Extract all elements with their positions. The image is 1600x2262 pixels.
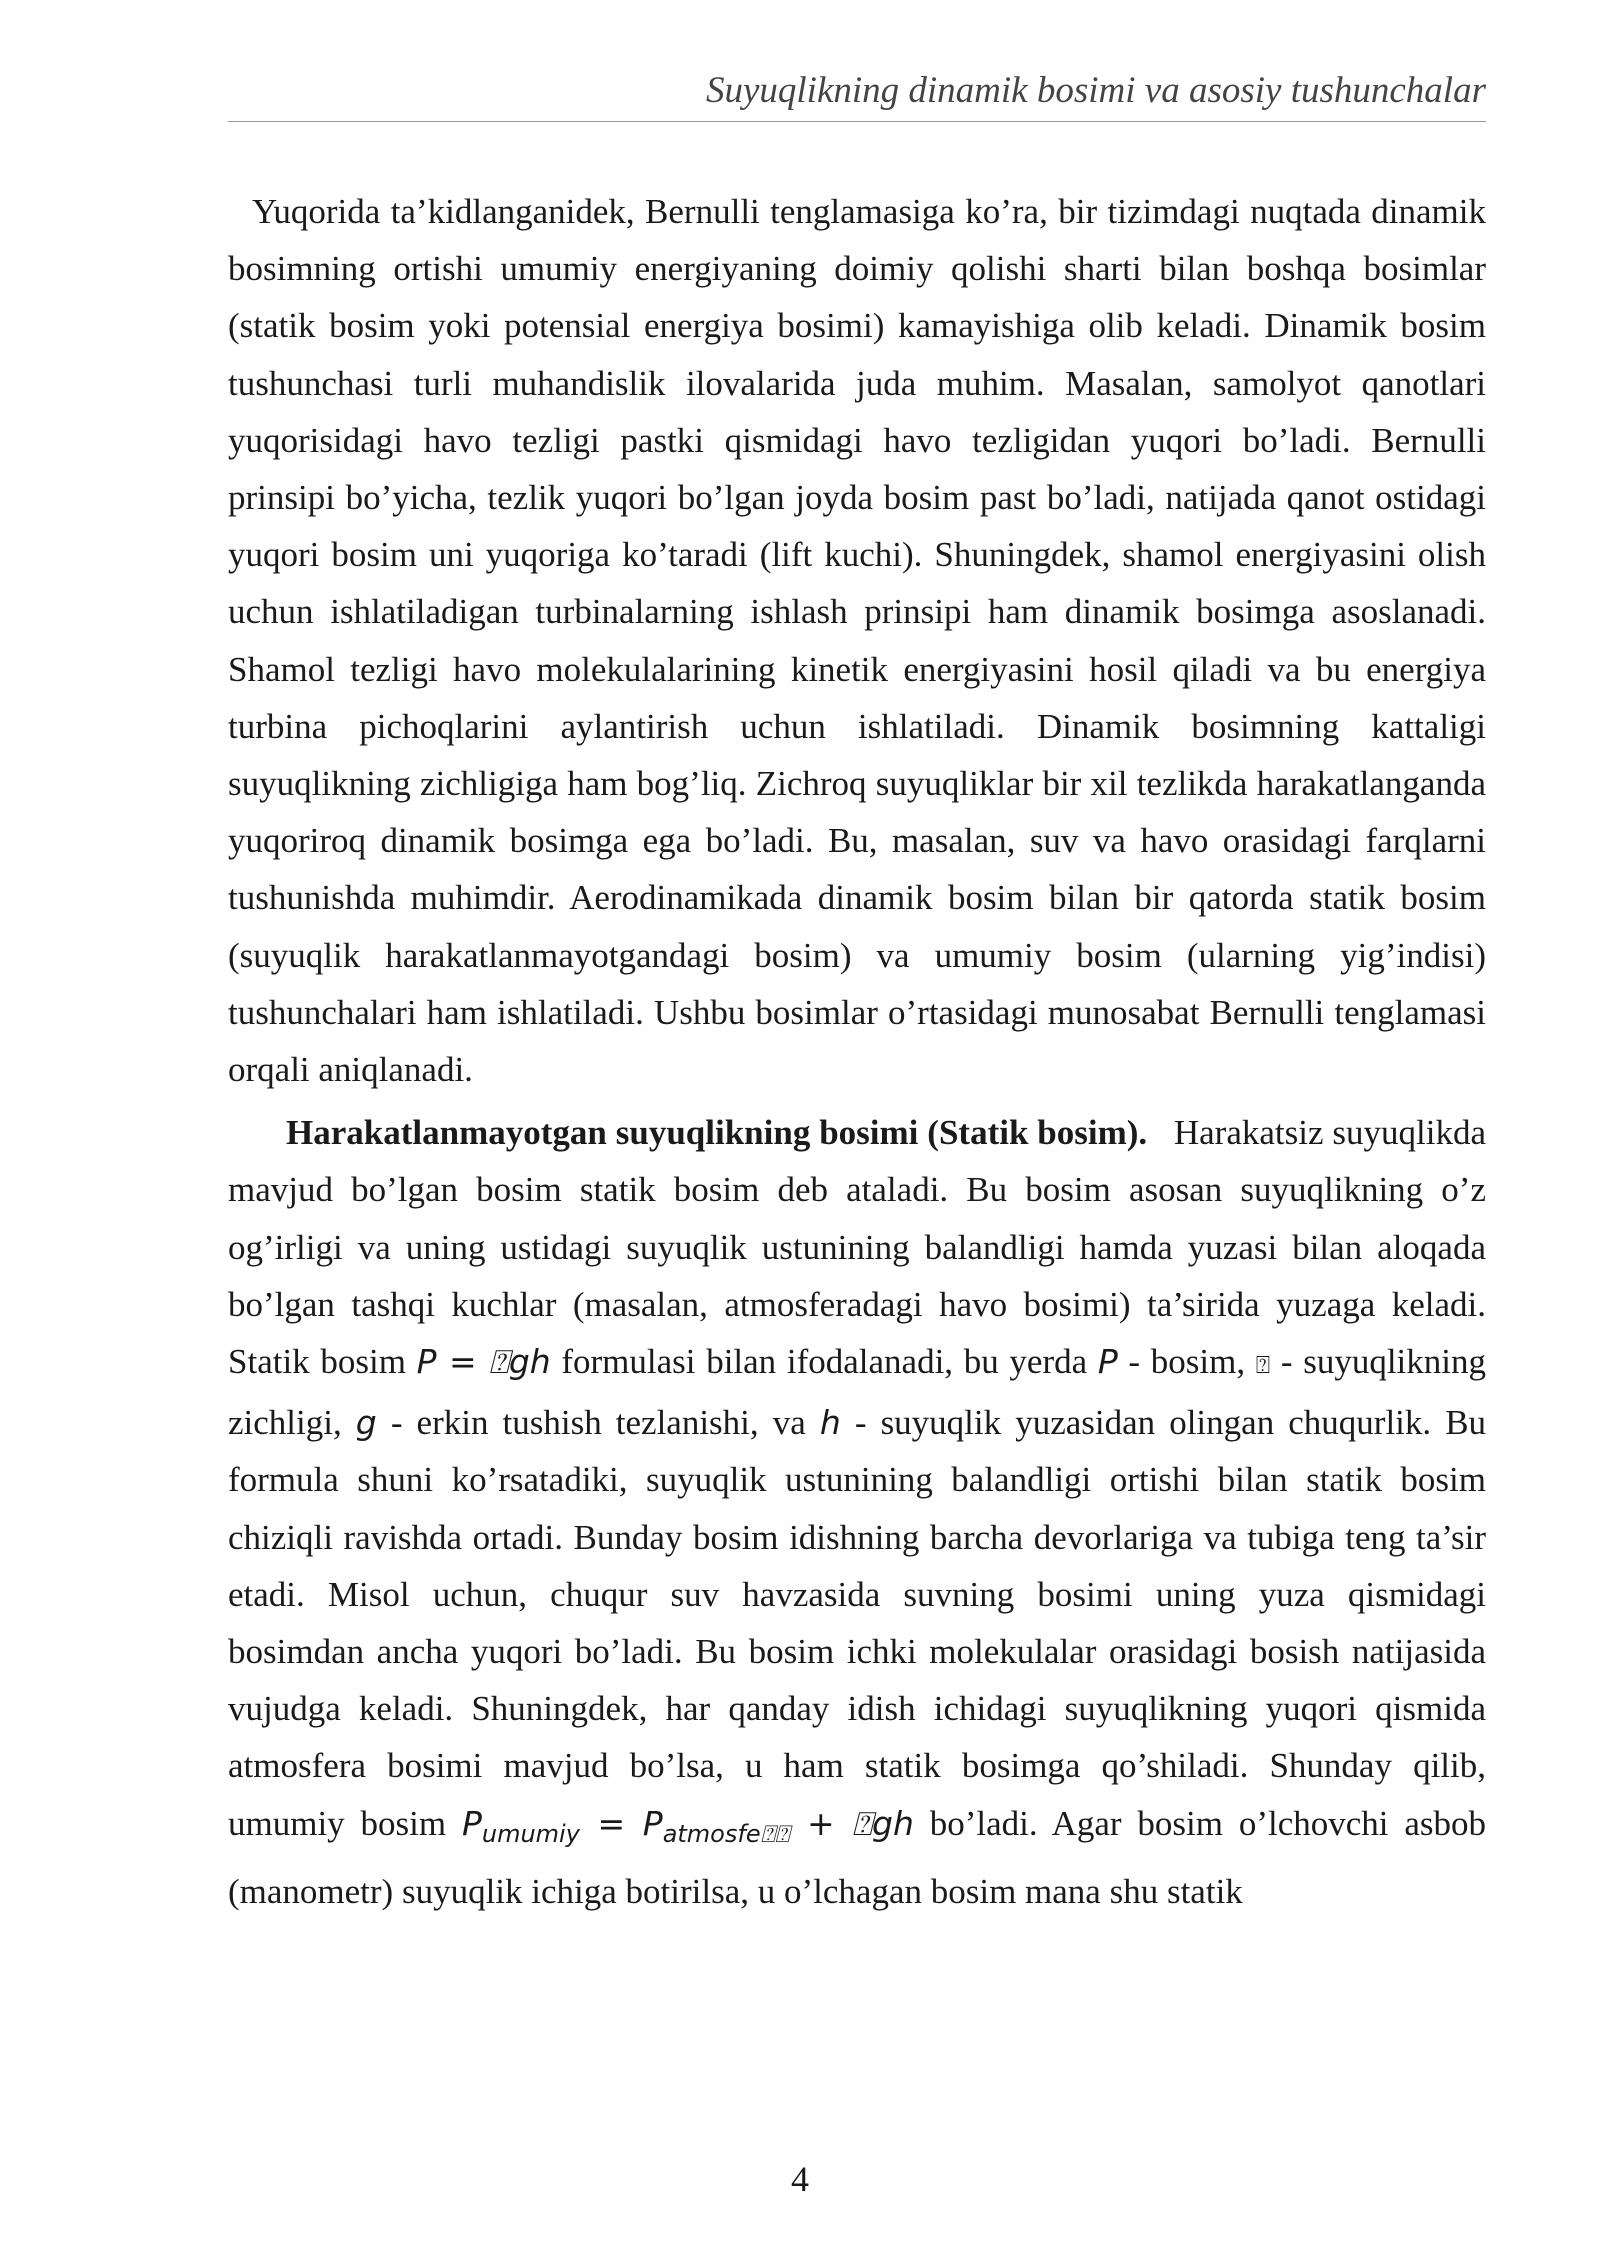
symbol-pressure: P: [1097, 1342, 1118, 1382]
formula-subscript: atmosfe⍰⍰: [662, 1819, 790, 1848]
paragraph-dynamic-pressure: Yuqorida ta’kidlanganidek, Bernulli tenglamasiga ko’ra, bir tizimdagi nuqtada dinamik bosimning ortishi umumiy energiyaning doimiy qolishi sharti bilan boshqa bosimlar (statik bosim yoki potensial energiya bosimi) kamayishiga olib keladi. Dinamik bosim tushunchasi turli muhandislik ilovalarida juda muhim. Masalan, samolyot qanotlari yuqorisidagi havo tezligi pastki qismidagi havo tezligidan yuqori bo’ladi. Bernulli prinsipi bo’yicha, tezlik yuqori bo’lgan joyda bosim past bo’ladi, natijada qanot ostidagi yuqori bosim uni yuqoriga ko’taradi (lift kuchi). Shuningdek, shamol energiyasini olish uchun ishlatiladigan turbinalarning ishlash prinsipi ham dinamik bosimga asoslanadi. Shamol tezligi havo molekulalarining kinetik energiyasini hosil qiladi va bu energiya turbina pichoqlarini aylantirish uchun ishlatiladi. Dinamik bosimning kattaligi suyuqlikning zichligiga ham bog’liq. Zichroq suyuqliklar bir xil tezlikda harakatlanganda yuqoriroq dinamik bosimga ega bo’ladi. Bu, masalan, suv va havo orasidagi farqlarni tushunishda muhimdir. Aerodinamikada dinamik bosim bilan bir qatorda statik bosim (suyuqlik harakatlanmayotgandagi bosim) va umumiy bosim (ularning yig’indisi) tushunchalari ham ishlatiladi. Ushbu bosimlar o’rtasidagi munosabat Bernulli tenglamasi orqali aniqlanadi.: [228, 192, 1486, 1090]
formula-static-pressure: P = ⍰gh: [416, 1342, 551, 1382]
paragraph-text: Harakatsiz suyuqlikda mavjud bo’lgan bosim statik bosim deb ataladi. Bu bosim asosan suyuqlikning o’z og’irligi va uning ustidagi suyuqlik ustunining balandligi hamda yuzasi bilan aloqada bo’lgan tashqi kuchlar (masalan, atmosferadagi havo bosimi) ta’sirida yuzaga keladi. Statik bosim: [228, 1113, 1486, 1382]
page-number: 4: [791, 2159, 809, 2199]
paragraph-text: - suyuqlikning zichligi,: [228, 1342, 1487, 1443]
symbol-depth: h: [819, 1403, 841, 1443]
formula-subscript: umumiy: [481, 1819, 580, 1848]
paragraph-text: - erkin tushish tezlanishi, va: [390, 1403, 806, 1443]
paragraph-text: formulasi bilan ifodalanadi, bu yerda: [561, 1342, 1088, 1382]
section-heading: Harakatlanmayotgan suyuqlikning bosimi (Statik bosim).: [286, 1113, 1148, 1153]
paragraph-static-pressure: [228, 1104, 1486, 1920]
body-text: [228, 183, 1486, 1920]
formula-term: + ⍰gh: [789, 1803, 914, 1843]
formula-symbol: P: [642, 1803, 663, 1843]
formula-operator: =: [579, 1803, 643, 1843]
paragraph-text: - suyuqlik yuzasidan olingan chuqurlik. Bu formula shuni ko’rsatadiki, suyuqlik ustunining balandligi ortishi bilan statik bosim chiziqli ravishda ortadi. Bunday bosim idishning barcha devorlariga va tubiga teng ta’sir etadi. Misol uchun, chuqur suv havzasida suvning bosimi uning yuza qismidagi bosimdan ancha yuqori bo’ladi. Bu bosim ichki molekulalar orasidagi bosish natijasida vujudga keladi. Shuningdek, har qanday idish ichidagi suyuqlikning yuqori qismida atmosfera bosimi mavjud bo’lsa, u ham statik bosimga qo’shiladi. Shunday qilib, umumiy bosim: [228, 1403, 1487, 1843]
paragraph-text: bo’ladi. Agar bosim o’lchovchi asbob (manometr) suyuqlik ichiga botirilsa, u o’lchagan bosim mana shu statik: [228, 1803, 1487, 1911]
running-header: Suyuqlikning dinamik bosimi va asosiy tushunchalar: [228, 70, 1486, 122]
paragraph-text: - bosim,: [1128, 1342, 1246, 1382]
formula-symbol: P: [461, 1803, 482, 1843]
formula-total-pressure: [461, 1803, 914, 1848]
symbol-gravity: g: [355, 1403, 377, 1443]
symbol-density: ⍰: [1255, 1351, 1271, 1380]
